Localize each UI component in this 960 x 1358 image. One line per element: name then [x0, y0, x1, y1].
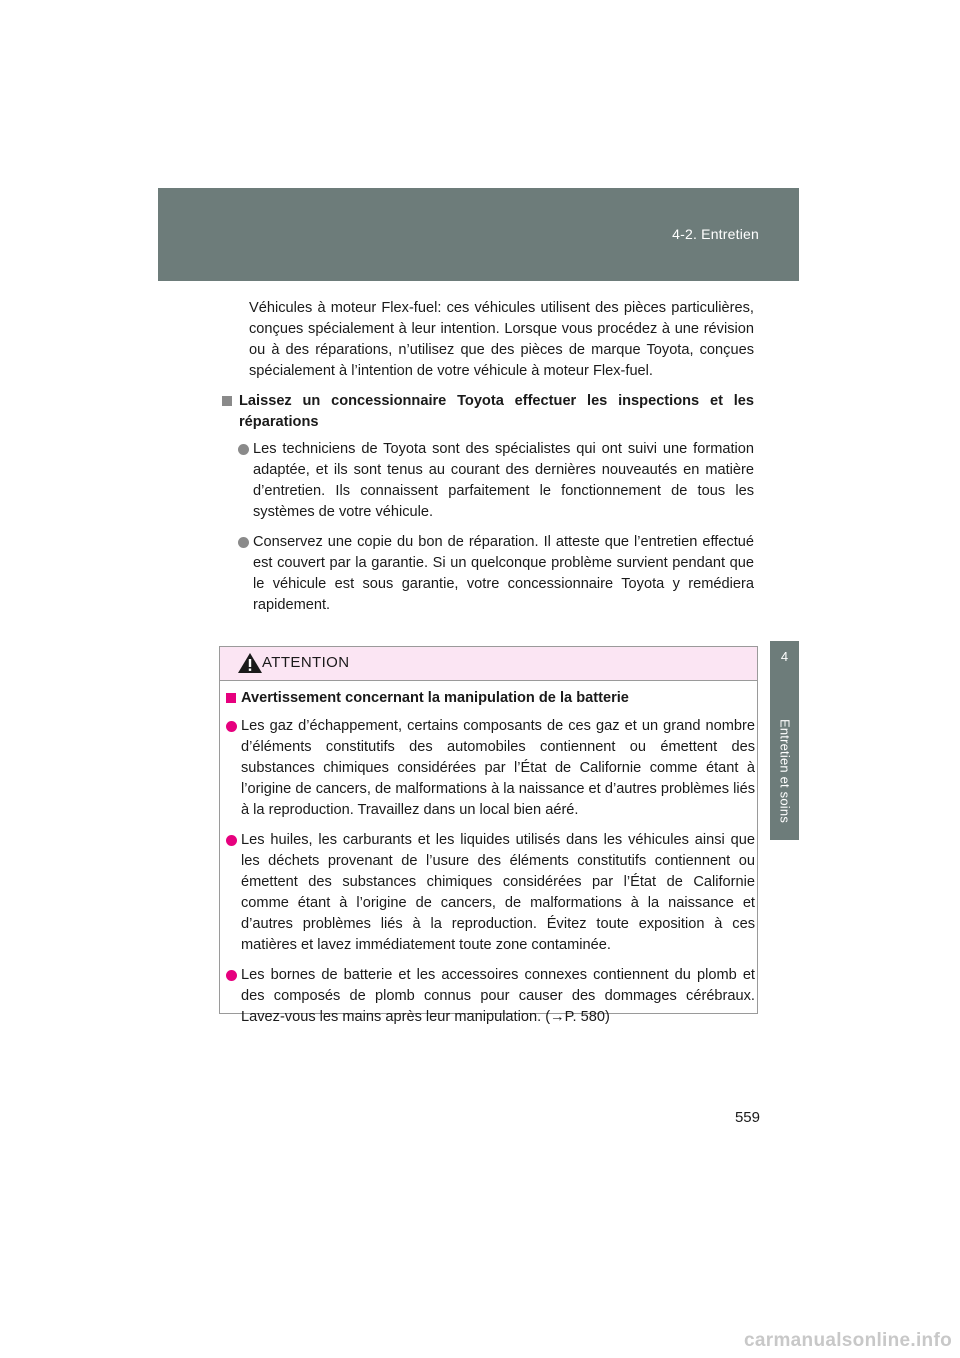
warning-item-text: Les huiles, les carburants et les liquides utilisés dans les véhicules ainsi que les déchets provenant de l’usure des éléments constitutifs contiennent ou émettent des substances chimiques considérées par l’État de Californie comme étant à l’origine de cancers, de malformations à la naissance et d’autres problèmes liés à la reproduction. Évitez toute exposition à ces matières et lavez immédiatement toute zone contaminée.: [241, 832, 755, 953]
chapter-label: Entretien et soins: [777, 718, 792, 824]
warning-item-text: Les gaz d’échappement, certains composants de ces gaz et un grand nombre d’éléments constitutifs des automobiles contiennent ou émettent des substances chimiques considérées par l’État de Californie comme étant à l’origine de cancers, de malformations à la naissance et d’autres problèmes liés à la reproduction. Travaillez dans un local bien aéré.: [241, 718, 755, 818]
warning-list-item: [224, 716, 755, 821]
page-number: 559: [734, 1109, 760, 1126]
chapter-side-tab[interactable]: [770, 641, 799, 840]
warning-item-text: Les bornes de batterie et les accessoires connexes contiennent du plomb et des composés de plomb connus pour causer des dommages cérébraux. Lavez-vous les mains après leur manipulation. (→P. 580): [241, 967, 755, 1025]
header-band: [158, 188, 799, 281]
warning-list-item: [224, 830, 755, 956]
circle-bullet-icon: [238, 444, 249, 455]
square-bullet-icon: [226, 693, 236, 703]
square-bullet-icon: [222, 396, 232, 406]
list-item-text: Conservez une copie du bon de réparation. Il atteste que l’entretien effectué est couvert par la garantie. Si un quelconque problème survient pendant que le véhicule est sous garantie, votre concessionnaire Toyota y remédiera rapidement.: [253, 534, 754, 613]
warning-triangle-icon: [237, 652, 263, 674]
circle-bullet-icon: [226, 835, 237, 846]
watermark[interactable]: carmanualsonline.info: [744, 1330, 952, 1351]
warning-body: [224, 688, 755, 1037]
warning-box: [219, 646, 758, 1025]
list-item-text: Les techniciens de Toyota sont des spécialistes qui ont suivi une formation adaptée, et ils sont tenus au courant des dernières nouveautés en matière d’entretien. Ils connaissent parfaitement le fonctionnement de tous les systèmes de votre véhicule.: [253, 441, 754, 520]
intro-paragraph: Véhicules à moteur Flex-fuel: ces véhicules utilisent des pièces particulières, conçues spécialement à leur intention. Lorsque vous procédez à une révision ou à des réparations, n’utilisez que des pièces de marque Toyota, conçues spécialement à l’intention de votre véhicule à moteur Flex-fuel.: [249, 300, 754, 379]
warning-list-item: [224, 965, 755, 1028]
list-item: [222, 532, 754, 616]
warning-heading: [224, 688, 755, 709]
list-item: [222, 439, 754, 523]
section-heading: [222, 391, 754, 433]
circle-bullet-icon: [238, 537, 249, 548]
section-heading-text: Laissez un concessionnaire Toyota effectuer les inspections et les réparations: [239, 393, 754, 430]
circle-bullet-icon: [226, 721, 237, 732]
section-title: 4-2. Entretien: [672, 226, 759, 242]
circle-bullet-icon: [226, 970, 237, 981]
main-content: [222, 298, 754, 625]
chapter-number: 4: [780, 649, 789, 664]
warning-title: ATTENTION: [262, 654, 350, 671]
warning-header: [220, 647, 757, 681]
warning-heading-text: Avertissement concernant la manipulation de la batterie: [241, 690, 629, 706]
